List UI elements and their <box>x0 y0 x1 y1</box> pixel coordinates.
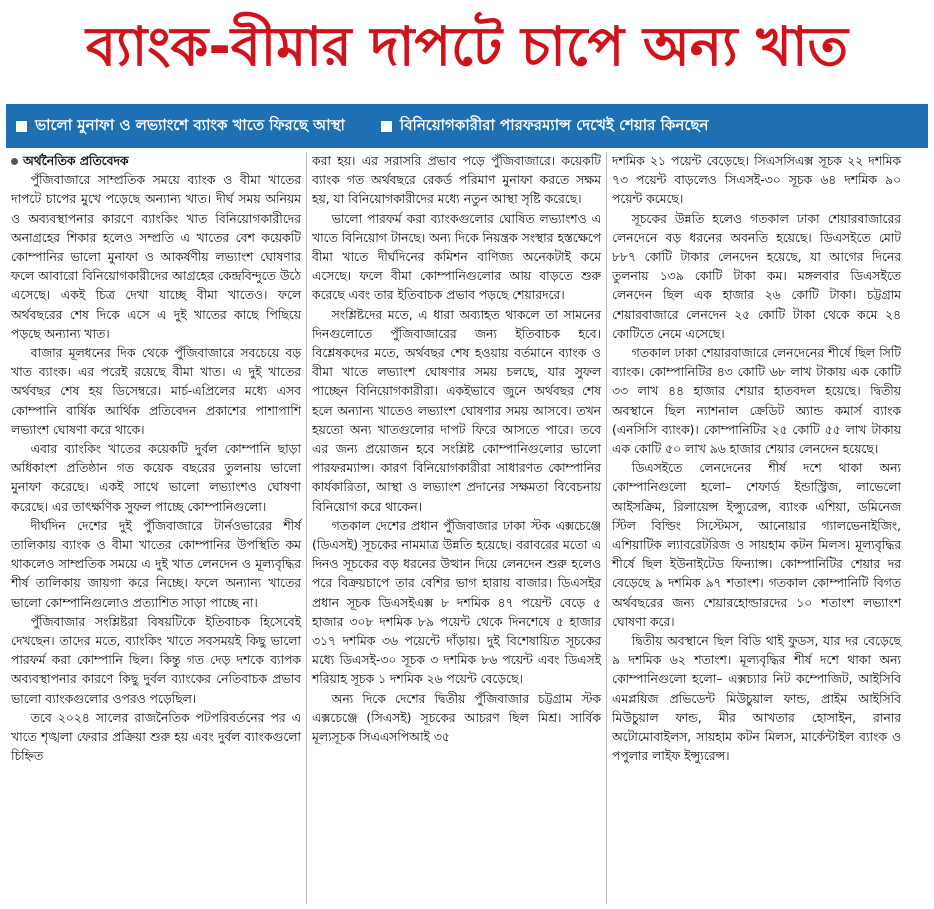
paragraph: দীর্ঘদিন দেশের দুই পুঁজিবাজারে টার্নওভারের শীর্ষ তালিকায় ব্যাংক ও বীমা খাতের কোম্পানির উপস্থিতি কম থাকলেও সাম্প্রতিক সময়ে এ দুই খাত লেনদেন ও মূল্যবৃদ্ধির শীর্ষ তালিকায় জায়গা করে নিচ্ছে। ফলে অন্যান্য খাতের ভালো কোম্পানিগুলোও প্রত্যাশিত সাড়া পাচ্ছে না। <box>11 518 301 610</box>
byline-text: অর্থনৈতিক প্রতিবেদক <box>23 154 129 168</box>
subheadline-2-text: বিনিয়োগকারীরা পারফরম্যান্স দেখেই শেয়ার কিনছেন <box>399 115 709 134</box>
paragraph: এবার ব্যাংকিং খাতের কয়েকটি দুর্বল কোম্পানি ছাড়া অধিকাংশ প্রতিষ্ঠান গত কয়েক বছরের তুলনায় ভালো মুনাফা করেছে। একই সাথে ভালো লভ্যাংশও ঘোষণা করেছে। এর তাৎক্ষণিক সুফল পাচ্ছে কোম্পানিগুলো। <box>11 442 301 514</box>
paragraph: দ্বিতীয় অবস্থানে ছিল বিডি থাই ফুডস, যার দর বেড়েছে ৯ দশমিক ৬২ শতাংশ। মূল্যবৃদ্ধির শীর্ষ দশে থাকা অন্য কোম্পানিগুলো হলো– এক্সচ্যার নিট কম্পোজিট, আইসিবি এমপ্লয়িজ প্রভিডেন্ট মিউচুয়াল ফান্ড, প্রাইম আইসিবি মিউচুয়াল ফান্ড, মীর আখতার হোসাইন, রানার অটোমোবাইলস, সায়হাম কটন মিলস, মার্কেন্টাইল ব্যাংক ও পপুলার লাইফ ইন্স্যুরেন্স। <box>612 634 901 764</box>
bullet-dot-icon <box>11 158 18 165</box>
paragraph: পুঁজিবাজার সংশ্লিষ্টরা বিষয়টিকে ইতিবাচক হিসেবেই দেখছেন। তাদের মতে, ব্যাংকিং খাতে সবসময়ই কিছু ভালো পারফর্ম করা কোম্পানি ছিল। কিন্তু গত দেড় দশকে ব্যাপক অব্যবস্থাপনার কারণে কিছু দুর্বল ব্যাংকের নেতিবাচক প্রভাব ভালো ব্যাংকগুলোর ওপরও পড়েছিল। <box>11 614 301 706</box>
paragraph: অন্য দিকে দেশের দ্বিতীয় পুঁজিবাজার চট্টগ্রাম স্টক এক্সচেঞ্জে (সিএসই) সূচকের আচরণ ছিল মিশ্র। সার্বিক মূল্যসূচক সিএএসপিআই ৩৫ <box>312 691 601 745</box>
paragraph: বাজার মূলধনের দিক থেকে পুঁজিবাজারে সবচেয়ে বড় খাত ব্যাংক। এর পরেই রয়েছে বীমা খাত। এ দুই খাতের অর্থবছর শেষ হয় ডিসেম্বরে। মার্চ-এপ্রিলের মধ্যে এসব কোম্পানি বার্ষিক আর্থিক প্রতিবেদন প্রকাশের পাশাপাশি লভ্যাংশ ঘোষণা করে থাকে। <box>11 346 301 437</box>
subheadline-2 <box>371 114 708 139</box>
paragraph: করা হয়। এর সরাসরি প্রভাব পড়ে পুঁজিবাজারে। কয়েকটি ব্যাংক গত অর্থবছরে রেকর্ড পরিমাণ মুনাফা করতে সক্ষম হয়, যা বিনিয়োগকারীদের মধ্যে নতুন আস্থা সৃষ্টি করেছে। <box>312 154 601 207</box>
paragraph: ডিএসইতে লেনদেনের শীর্ষ দশে থাকা অন্য কোম্পানিগুলো হলো– শেফার্ড ইন্ডাস্ট্রিজ, লাভেলো আইসক্রিম, রিলায়েন্স ইন্স্যুরেন্স, ব্যাংক এশিয়া, ডমিনেজ স্টিল বিল্ডিং সিস্টেমস, আনোয়ার গ্যালভেনাইজিং, এশিয়াটিক ল্যাবরেটরিজ ও সায়হাম কটন মিলস। মূল্যবৃদ্ধির শীর্ষে ছিল ইউনাইটেড ফিন্যান্স। কোম্পানিটির শেয়ার দর বেড়েছে ৯ দশমিক ৯৭ শতাংশ। গতকাল কোম্পানিটি বিগত অর্থবছরের জন্য শেয়ারহোল্ডারদের ১০ শতাংশ লভ্যাংশ ঘোষণা করে। <box>612 461 901 629</box>
square-bullet-icon <box>16 121 27 132</box>
subheadline-1 <box>6 114 345 139</box>
paragraph: তবে ২০২৪ সালের রাজনৈতিক পটপরিবর্তনের পর এ খাতে শৃঙ্খলা ফেরার প্রক্রিয়া শুরু হয় এবং দুর্বল ব্যাংকগুলো চিহ্নিত <box>11 710 301 764</box>
article-column-2 <box>306 152 606 904</box>
subheadline-1-text: ভালো মুনাফা ও লভ্যাংশে ব্যাংক খাতে ফিরছে আস্থা <box>35 115 345 134</box>
article-column-3 <box>606 152 906 904</box>
article-column-1 <box>6 152 306 904</box>
paragraph: সূচকের উন্নতি হলেও গতকাল ঢাকা শেয়ারবাজারের লেনদেনে বড় ধরনের অবনতি হয়েছে। ডিএসইতে মোট ৮৮৭ কোটি টাকার লেনদেন হয়েছে, যা আগের দিনের তুলনায় ১৩৯ কোটি টাকা কম। মঙ্গলবার ডিএসইতে লেনদেন ছিল এক হাজার ২৬ কোটি টাকা। চট্টগ্রাম শেয়ারবাজারে লেনদেন ২৫ কোটি টাকা থেকে কমে ২৪ কোটিতে নেমে এসেছে। <box>612 211 901 341</box>
headline: ব্যাংক-বীমার দাপটে চাপে অন্য খাত <box>85 15 849 78</box>
paragraph: গতকাল দেশের প্রধান পুঁজিবাজার ঢাকা স্টক এক্সচেঞ্জে (ডিএসই) সূচকের নামমাত্র উন্নতি হয়েছে। বরাবরের মতো এ দিনও সূচকের বড় ধরনের উত্থান দিয়ে লেনদেন শুরু হলেও পরে বিক্রয়চাপে তার বেশির ভাগ হারায় বাজার। ডিএসইর প্রধান সূচক ডিএসইএক্স ৮ দশমিক ৪৭ পয়েন্ট বেড়ে ৫ হাজার ৩০৮ দশমিক ৮৯ পয়েন্ট থেকে দিনশেষে ৫ হাজার ৩১৭ দশমিক ৩৬ পয়েন্টে দাঁড়ায়। দুই বিশেষায়িত সূচকের মধ্যে ডিএসই-৩০ সূচক ৩ দশমিক ৮৬ পয়েন্ট এবং ডিএসই শরিয়াহ সূচক ১ দশমিক ২৬ পয়েন্ট বেড়েছে। <box>312 518 601 687</box>
subheadline-bar <box>6 104 928 148</box>
paragraph: দশমিক ২১ পয়েন্ট বেড়েছে। সিএসসিএক্স সূচক ২২ দশমিক ৭৩ পয়েন্ট বাড়লেও সিএসই-৩০ সূচক ৬৪ দশমিক ৯০ পয়েন্ট কমেছে। <box>612 154 901 207</box>
byline <box>11 152 301 171</box>
square-bullet-icon <box>381 121 392 132</box>
paragraph: ভালো পারফর্ম করা ব্যাংকগুলোর ঘোষিত লভ্যাংশও এ খাতে বিনিয়োগ টানছে। অন্য দিকে নিয়ন্ত্রক সংস্থার হস্তক্ষেপে বীমা খাতে দীর্ঘদিনের কমিশন বাণিজ্য অনেকটাই কমে এসেছে। ফলে বীমা কোম্পানিগুলোর আয় বাড়তে শুরু করেছে এবং তার ইতিবাচক প্রভাব পড়ছে শেয়ারদরে। <box>312 211 601 303</box>
paragraph: গতকাল ঢাকা শেয়ারবাজারে লেনদেনের শীর্ষে ছিল সিটি ব্যাংক। কোম্পানিটির ৪৩ কোটি ৬৮ লাখ টাকায় এক কোটি ৩৩ লাখ ৪৪ হাজার শেয়ার হাতবদল হয়েছে। দ্বিতীয় অবস্থানে ছিল ন্যাশনাল ক্রেডিট অ্যান্ড কমার্স ব্যাংক (এনসিসি ব্যাংক)। কোম্পানিটির ২৫ কোটি ৫৫ লাখ টাকায় এক কোটি ৫০ লাখ ৯৬ হাজার শেয়ার লেনদেন হয়েছে। <box>612 346 901 457</box>
paragraph: সংশ্লিষ্টদের মতে, এ ধারা অব্যাহত থাকলে তা সামনের দিনগুলোতে পুঁজিবাজারের জন্য ইতিবাচক হবে। বিশ্লেষকদের মতে, অর্থবছর শেষ হওয়ায় বর্তমানে ব্যাংক ও বীমা খাতে লভ্যাংশ ঘোষণার সময় চলছে, যার সুফল পাচ্ছেন বিনিয়োগকারীরা। একইভাবে জুনে অর্থবছর শেষ হলে অন্যান্য খাতেও লভ্যাংশ ঘোষণার সময় আসবে। তখন হয়তো অন্য খাতগুলোর দাপট ফিরে আসতে পারে। তবে এর জন্য প্রয়োজন হবে সংশ্লিষ্ট কোম্পানিগুলোর ভালো পারফরম্যান্স। কারণ বিনিয়োগকারীরা সাধারণত কোম্পানির কার্যকারিতা, আস্থা ও লভ্যাংশ প্রদানের সক্ষমতা বিবেচনায় বিনিয়োগ করে থাকেন। <box>312 307 601 514</box>
paragraph: পুঁজিবাজারে সাম্প্রতিক সময়ে ব্যাংক ও বীমা খাতের দাপটে চাপের মুখে পড়েছে অন্যান্য খাত। দীর্ঘ সময় অনিয়ম ও অব্যবস্থাপনার কারণে ব্যাংকিং খাত বিনিয়োগকারীদের অনাগ্রহের শিকার হলেও সম্প্রতি এ খাতের বেশ কয়েকটি কোম্পানির ভালো মুনাফা ও আকর্ষণীয় লভ্যাংশ ঘোষণার ফলে আবারো বিনিয়োগকারীদের আগ্রহের কেন্দ্রবিন্দুতে উঠে এসেছে। একই চিত্র দেখা যাচ্ছে বীমা খাতেও। ফলে অর্থবছরের শেষ দিকে এসে এ দুই খাতের কাছে পিছিয়ে পড়ছে অন্যান্য খাত। <box>11 173 301 341</box>
article-body <box>6 152 928 904</box>
